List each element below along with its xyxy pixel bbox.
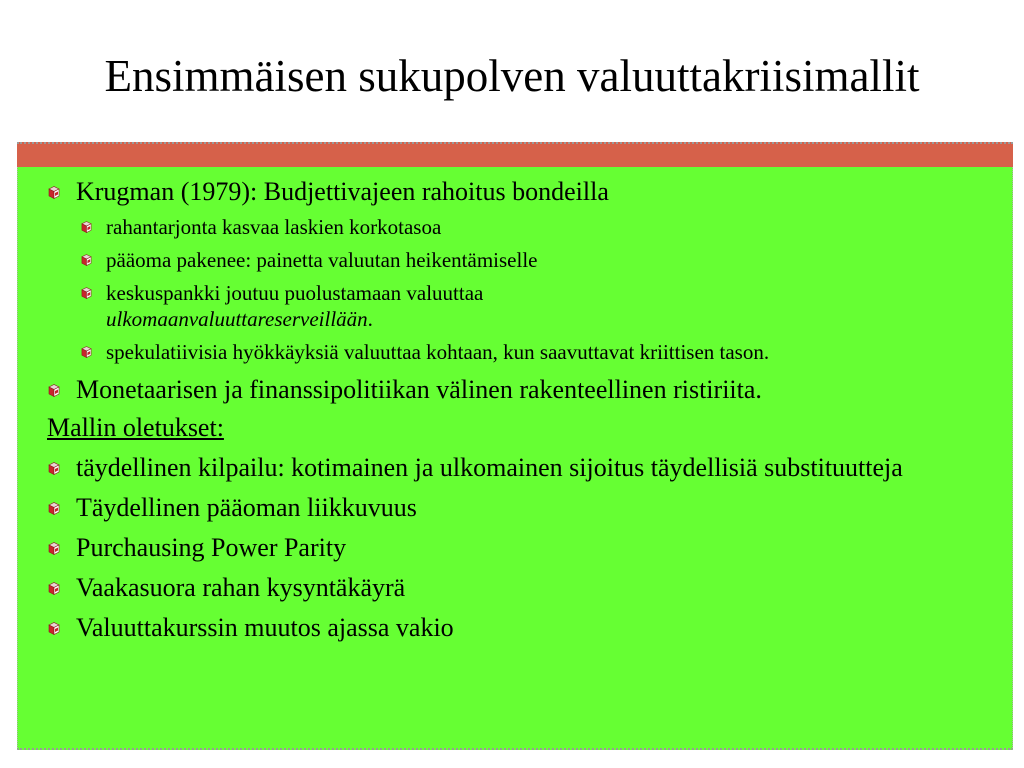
red-cube-bullet-icon (48, 622, 60, 635)
bullet-list (18, 167, 1012, 643)
list-item (18, 280, 1012, 332)
item-text: Vaakasuora rahan kysyntäkäyrä (76, 573, 406, 602)
item-text: Valuuttakurssin muutos ajassa vakio (76, 613, 454, 642)
item-text: spekulatiivisia hyökkäyksiä valuuttaa kohtaan, kun saavuttavat kriittisen tason. (106, 340, 770, 364)
list-item (18, 375, 1012, 405)
red-cube-bullet-icon (81, 221, 92, 233)
item-text: pääoma pakenee: painetta valuutan heikentämiselle (106, 248, 538, 272)
list-item (18, 453, 1012, 483)
red-cube-bullet-icon (81, 254, 92, 266)
list-item (18, 177, 1012, 207)
assumptions-heading (18, 413, 1012, 443)
list-item (18, 533, 1012, 563)
item-text-italic: ulkomaanvaluuttareserveillään (106, 307, 368, 331)
item-text: Purchausing Power Parity (76, 533, 347, 562)
list-item (18, 573, 1012, 603)
red-cube-bullet-icon (81, 346, 92, 358)
red-cube-bullet-icon (48, 582, 60, 595)
item-text: rahantarjonta kasvaa laskien korkotasoa (106, 215, 442, 239)
slide-title: Ensimmäisen sukupolven valuuttakriisimallit (104, 51, 920, 101)
item-text: täydellinen kilpailu: kotimainen ja ulkomainen sijoitus täydellisiä substituutteja (76, 453, 903, 482)
list-item (18, 339, 1012, 365)
item-text: Krugman (1979): Budjettivajeen rahoitus bondeilla (76, 177, 609, 206)
content-panel (17, 167, 1013, 750)
red-cube-bullet-icon (48, 462, 60, 475)
item-text: Täydellinen pääoman liikkuvuus (76, 493, 417, 522)
item-text: Monetaarisen ja finanssipolitiikan välinen rakenteellinen ristiriita. (76, 375, 762, 404)
assumptions-heading-text: Mallin oletukset: (47, 413, 224, 442)
red-cube-bullet-icon (48, 542, 60, 555)
list-item (18, 247, 1012, 273)
item-text-suffix: . (367, 307, 373, 331)
header-bar (17, 142, 1013, 167)
red-cube-bullet-icon (81, 287, 92, 299)
list-item (18, 493, 1012, 523)
list-item (18, 214, 1012, 240)
list-item (18, 613, 1012, 643)
item-text: keskuspankki joutuu puolustamaan valuuttaa (106, 281, 484, 305)
red-cube-bullet-icon (48, 186, 60, 199)
red-cube-bullet-icon (48, 384, 60, 397)
red-cube-bullet-icon (48, 502, 60, 515)
